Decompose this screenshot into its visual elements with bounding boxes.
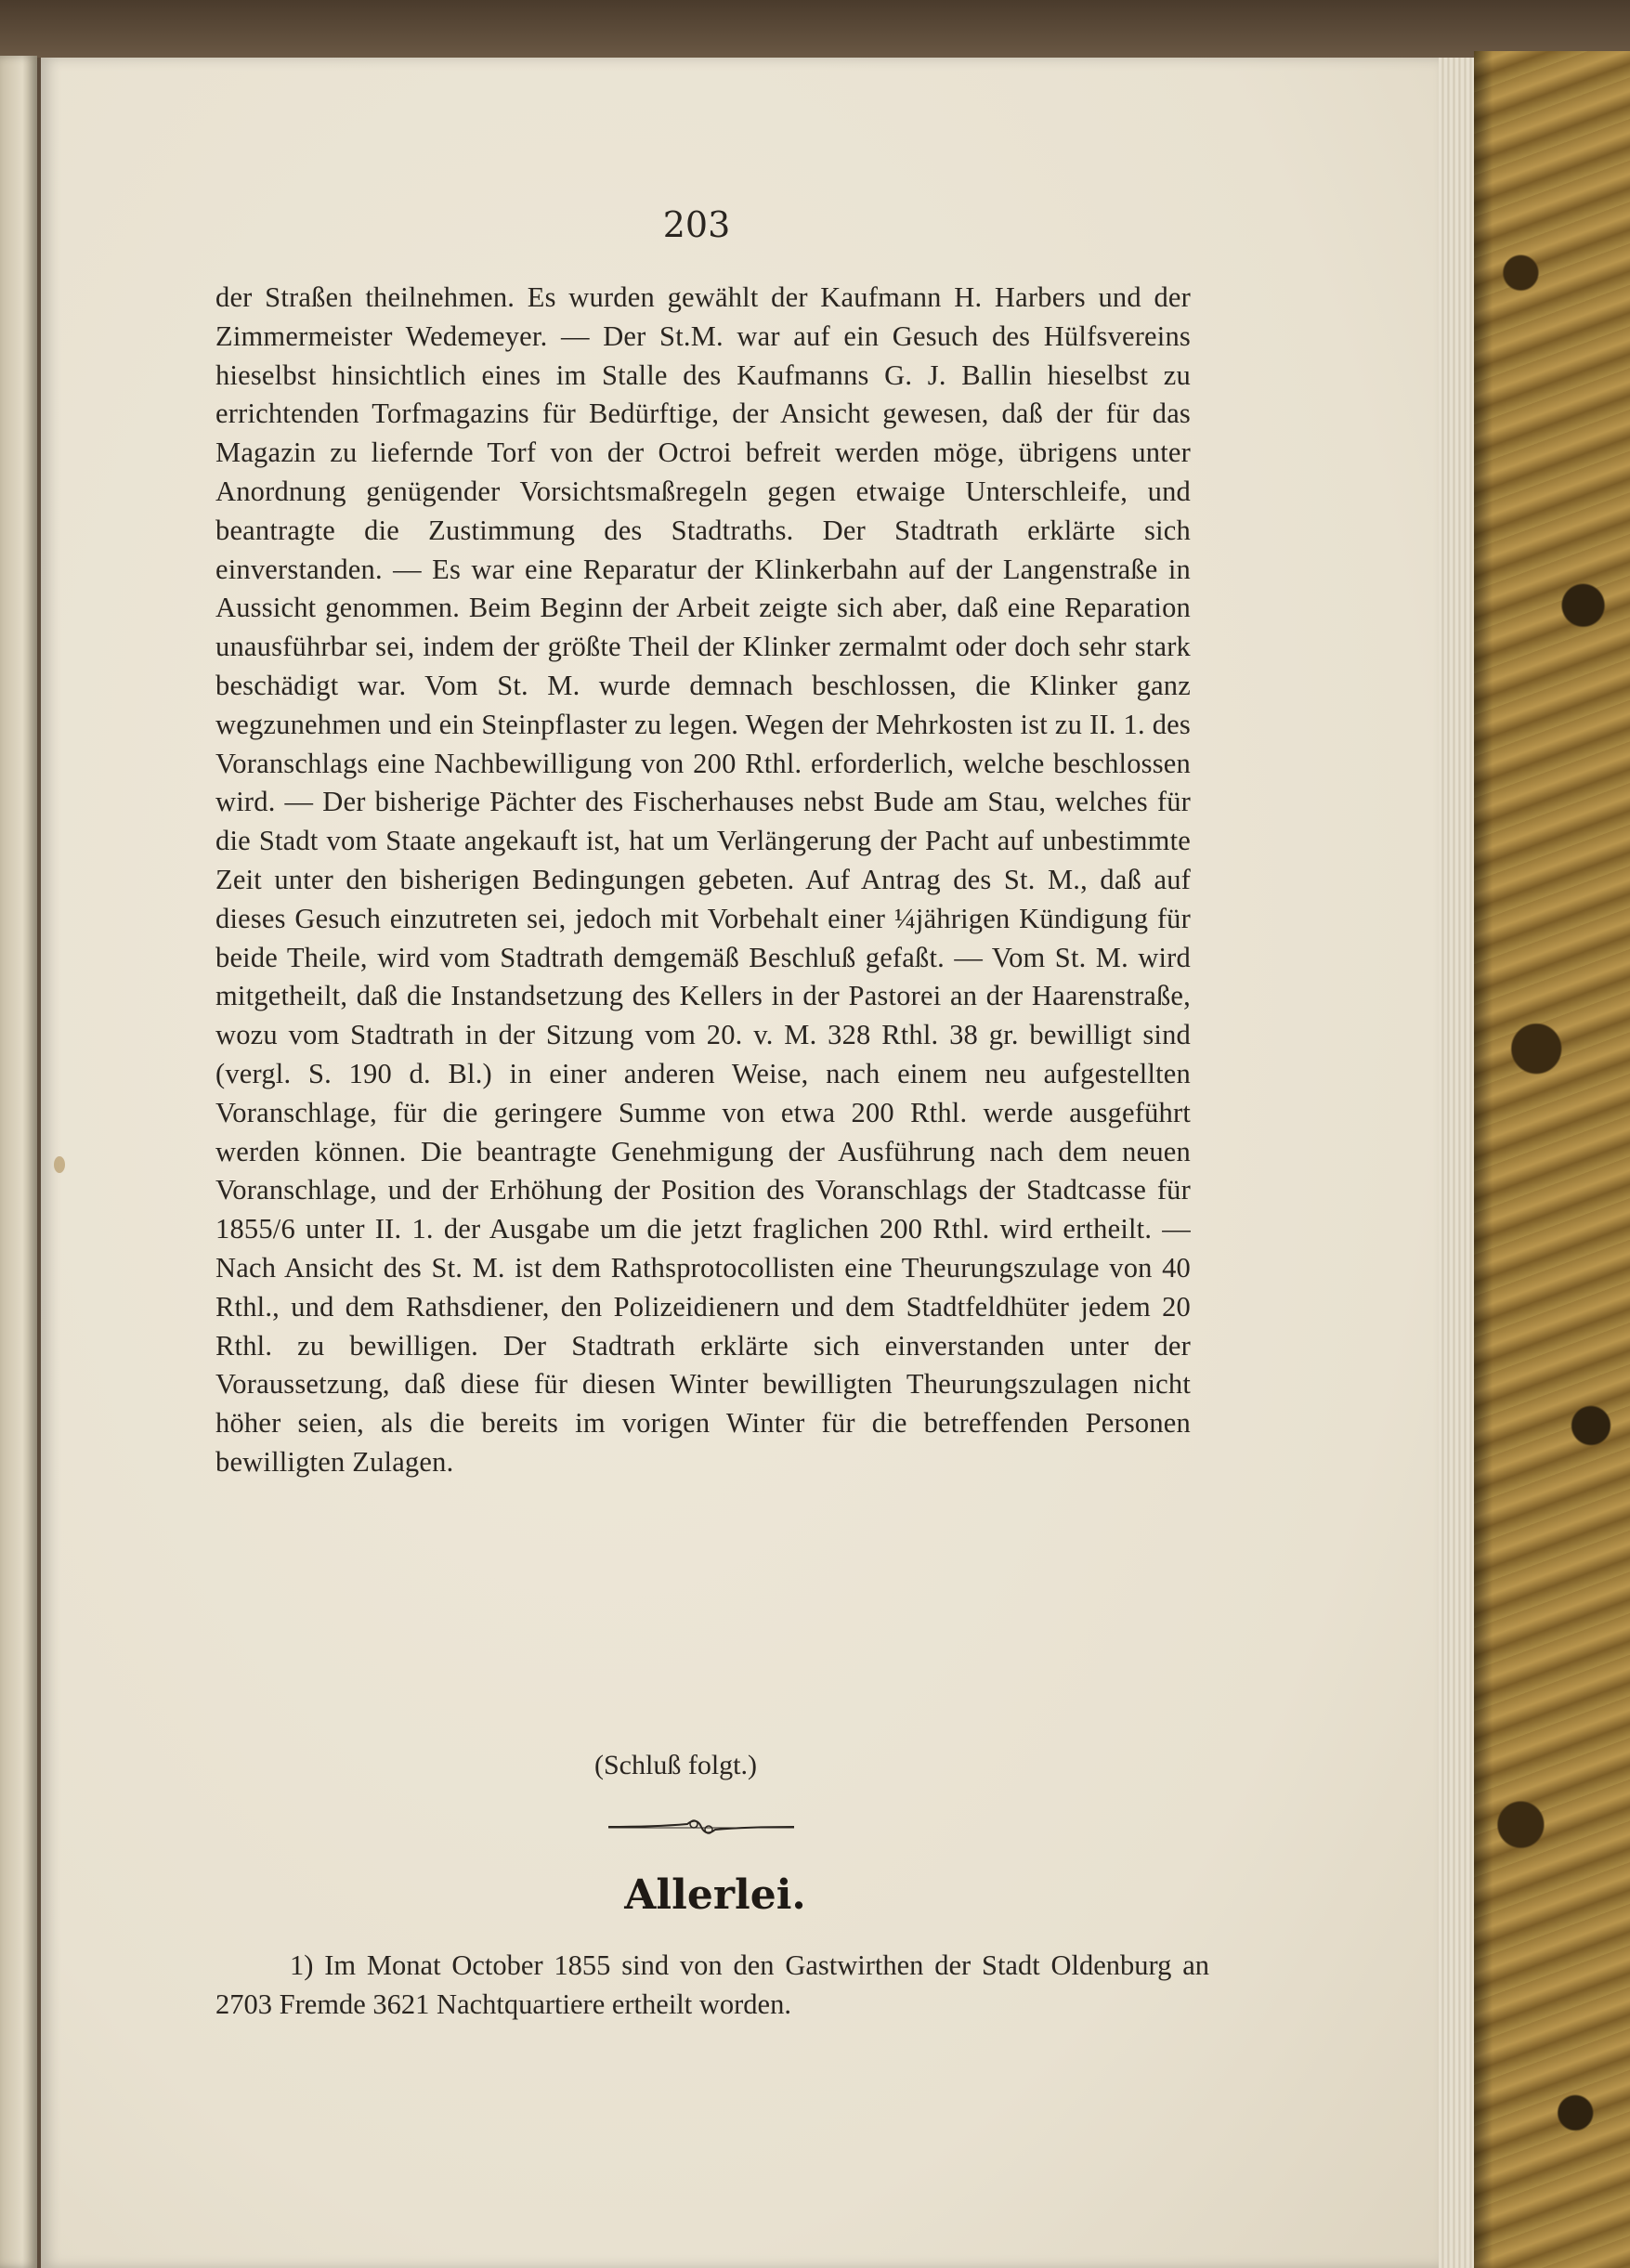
page-stack-edges — [1439, 58, 1474, 2268]
body-paragraph: der Straßen theilnehmen. Es wurden gewählt der Kaufmann H. Harbers und der Zimmermeister Wedemeyer. — Der St.M. war auf ein Gesuch des Hülfsvereins hieselbst hinsichtlich eines im Stalle des Kaufmanns G. J. Ballin hieselbst zu errichtenden Torfmagazins für Bedürftige, der Ansicht gewesen, daß der für das Magazin zu liefernde Torf von der Octroi befreit werden möge, übrigens unter Anordnung genügender Vorsichtsmaßregeln gegen etwaige Unterschleife, und beantragte die Zustimmung des Stadtraths. Der Stadtrath erklärte sich einverstanden. — Es war eine Reparatur der Klinkerbahn auf der Langenstraße in Aussicht genommen. Beim Beginn der Arbeit zeigte sich aber, daß eine Reparation unausführbar sei, indem der größte Theil der Klinker zermalmt oder doch sehr stark beschädigt war. Vom St. M. wurde demnach beschlossen, die Klinker ganz wegzunehmen und ein Steinpflaster zu legen. Wegen der Mehrkosten ist zu II. 1. des Voranschlags eine Nachbewilligung von 200 Rthl. erforderlich, welche beschlossen wird. — Der bisherige Pächter des Fischerhauses nebst Bude am Stau, welches für die Stadt vom Staate angekauft ist, hat um Verlängerung der Pacht auf unbestimmte Zeit unter den bisherigen Bedingungen gebeten. Auf Antrag des St. M., daß auf dieses Gesuch einzutreten sei, jedoch mit Vorbehalt einer ¼jährigen Kündigung für beide Theile, wird vom Stadtrath demgemäß Beschluß gefaßt. — Vom St. M. wird mitgetheilt, daß die Instandsetzung des Kellers in der Pastorei an der Haarenstraße, wozu vom Stadtrath in der Sitzung vom 20. v. M. 328 Rthl. 38 gr. bewilligt sind (vergl. S. 190 d. Bl.) in einer anderen Weise, nach einem neu aufgestellten Voranschlage, für die geringere Summe von etwa 200 Rthl. werde ausgeführt werden können. Die beantragte Genehmigung der Ausführung nach dem neuen Voranschlage, und der Erhöhung der Position des Voranschlags der Stadtcasse für 1855/6 unter II. 1. der Ausgabe um die jetzt fraglichen 200 Rthl. wird ertheilt. — Nach Ansicht des St. M. ist dem Rathsprotocollisten eine Theurungszulage von 40 Rthl., und dem Rathsdiener, den Polizeidienern und dem Stadtfeldhüter jedem 20 Rthl. zu bewilligen. Der Stadtrath erklärte sich einverstanden unter der Voraussetzung, daß diese für diesen Winter bewilligten Theurungszulagen nicht höher seien, als die bereits im vorigen Winter für die betreffenden Personen bewilligten Zulagen. — [215, 281, 1191, 1478]
paper-stain — [54, 1156, 65, 1173]
ornament-divider — [608, 1813, 794, 1841]
continued-note: (Schluß folgt.) — [594, 1750, 757, 1780]
facing-page-edge — [0, 56, 37, 2268]
item-paragraph — [215, 1946, 1209, 2024]
main-text-block — [215, 279, 1191, 1482]
marbled-cover — [1474, 51, 1630, 2268]
scan-background-top — [0, 0, 1630, 58]
page-number: 203 — [662, 204, 731, 245]
item-text: 1) Im Monat October 1855 sind von den Gastwirthen der Stadt Oldenburg an 2703 Fremde 3621 Nachtquartiere ertheilt worden. — [215, 1949, 1209, 2020]
section-heading: Allerlei. — [624, 1871, 806, 1919]
cover-shadow — [1474, 51, 1493, 2268]
